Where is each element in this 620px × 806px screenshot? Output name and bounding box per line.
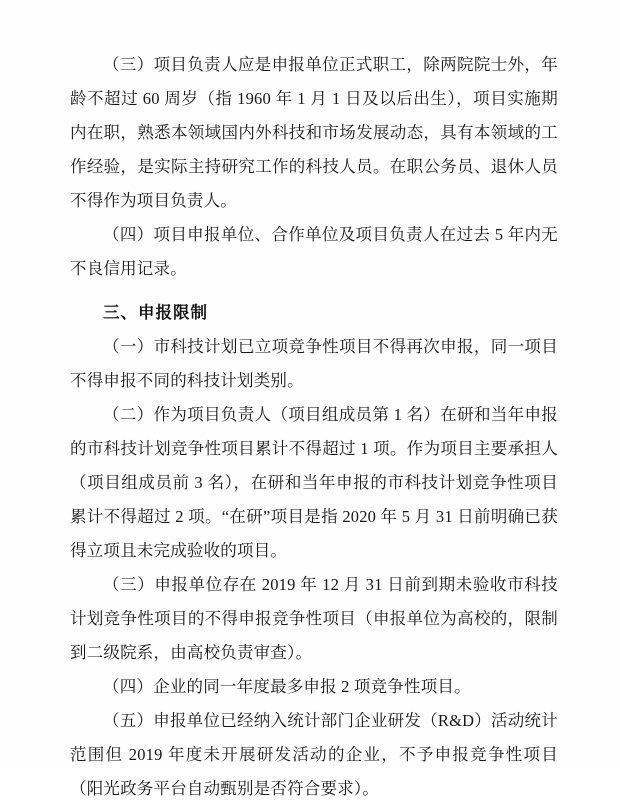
paragraph-limit-5: （五）申报单位已经纳入统计部门企业研发（R&D）活动统计范围但 2019 年度未开展研发活动的企业，不予申报竞争性项目（阳光政务平台自动甄别是否符合要求）。: [70, 711, 558, 798]
paragraph-limit-2: （二）作为项目负责人（项目组成员第 1 名）在研和当年申报的市科技计划竞争性项目累计不得超过 1 项。作为项目主要承担人（项目组成员前 3 名），在研和当年申报的市科技计划竞争性项目累计不得超过 2 项。“在研”项目是指 2020 年 5 月 31 日前明确已获得立项且未完成验收的项目。: [70, 405, 558, 560]
paragraph-limit-3: （三）申报单位存在 2019 年 12 月 31 日前到期未验收市科技计划竞争性项目的不得申报竞争性项目（申报单位为高校的，限制到二级院系，由高校负责审查）。: [70, 575, 558, 662]
paragraph-limit-1: （一）市科技计划已立项竞争性项目不得再次申报，同一项目不得申报不同的科技计划类别。: [70, 337, 558, 390]
paragraph-limit-4: （四）企业的同一年度最多申报 2 项竞争性项目。: [103, 677, 471, 696]
paragraph-clause-4: （四）项目申报单位、合作单位及项目负责人在过去 5 年内无不良信用记录。: [70, 225, 558, 278]
heading-spacer: [70, 286, 558, 290]
paragraph-clause-3: （三）项目负责人应是申报单位正式职工，除两院院士外，年龄不超过 60 周岁（指 1960 年 1 月 1 日及以后出生），项目实施期内在职，熟悉本领域国内外科技和市场发展动态，具有本领域的工作经验，是实际主持研究工作的科技人员。在职公务员、退休人员不得作为项目负责人。: [70, 55, 558, 210]
section-heading-application-restrictions: 三、申报限制: [103, 304, 208, 322]
